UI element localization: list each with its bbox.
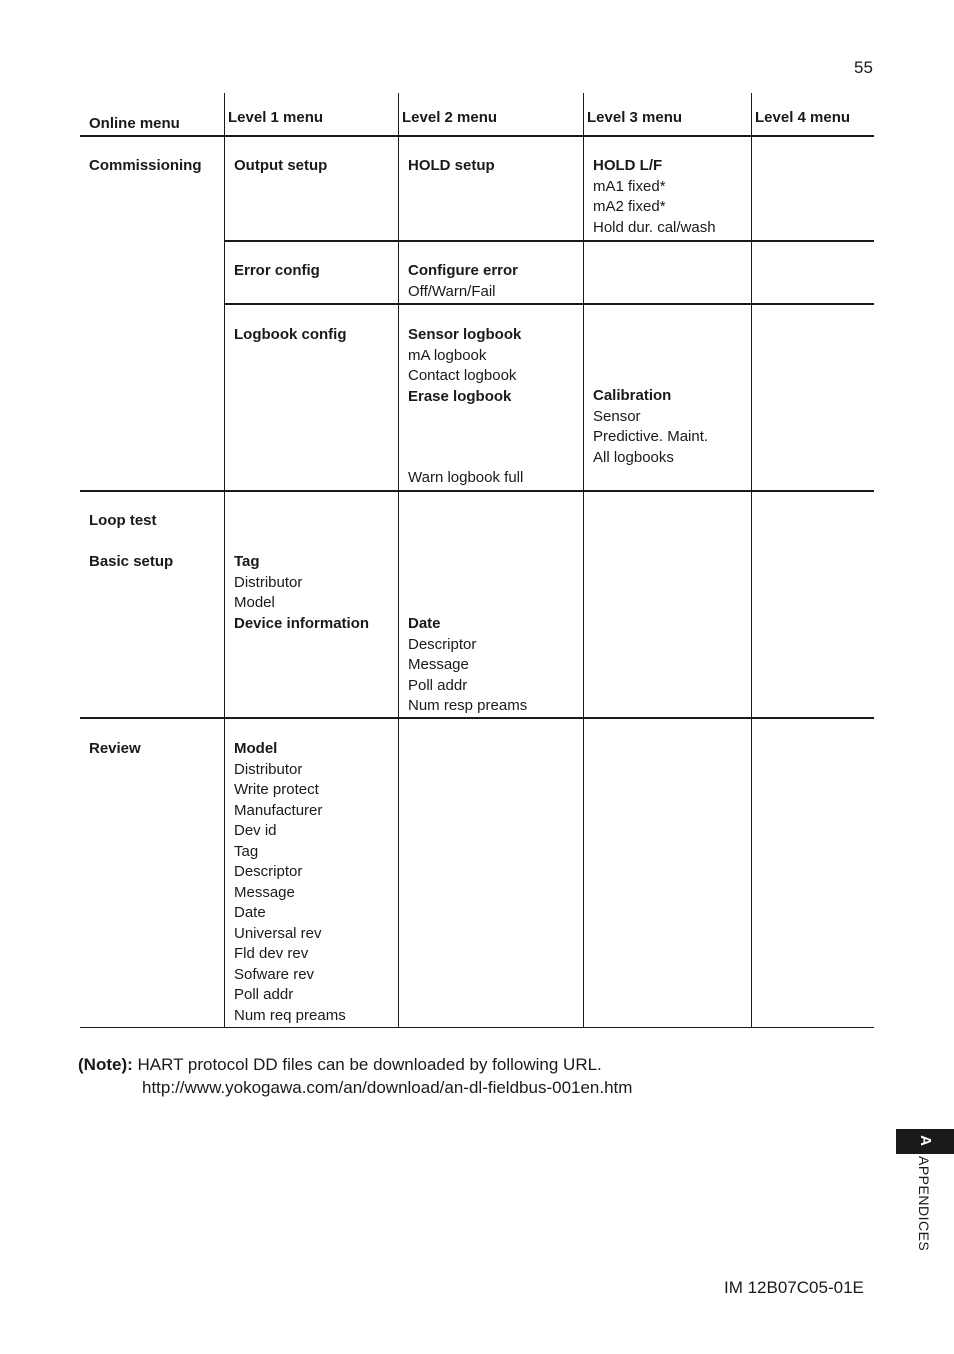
appendix-tab-letter: A [916, 1135, 934, 1146]
device-info-item: Poll addr [408, 676, 468, 694]
device-info-item: Message [408, 656, 469, 673]
review-item: Date [234, 904, 266, 921]
calibration-item: All logbooks [593, 448, 674, 466]
error-config-label: Error config [234, 262, 320, 279]
row-rule [224, 303, 874, 305]
tag-title: Tag [234, 553, 260, 570]
device-information-label: Device information [234, 614, 370, 632]
review-item: Dev id [234, 822, 277, 839]
row-rule [80, 717, 874, 719]
level2-hold-setup [408, 156, 495, 177]
note-label: (Note): [78, 1055, 133, 1074]
review-item: Descriptor [234, 863, 303, 880]
online-commissioning [89, 156, 202, 177]
review-item: Fld dev rev [234, 945, 309, 962]
calibration-item: Sensor [593, 407, 641, 425]
logbook-item: Contact logbook [408, 367, 517, 384]
online-review [89, 739, 141, 760]
level2-warn-logbook [408, 468, 523, 489]
output-setup-label: Output setup [234, 157, 328, 174]
review-item: Tag [234, 842, 259, 860]
level2-sensor-logbook [408, 325, 521, 407]
header-rule [80, 135, 874, 137]
row-rule [80, 490, 874, 492]
review-item: Message [234, 883, 295, 901]
level1-basic-setup [234, 552, 369, 634]
online-basic-setup [89, 552, 173, 573]
page-number: 55 [854, 58, 873, 77]
review-label: Review [89, 740, 141, 757]
warn-logbook-full: Warn logbook full [408, 469, 524, 486]
calibration-title: Calibration [593, 387, 672, 404]
calibration-item: Predictive. Maint. [593, 428, 709, 445]
configure-error-title: Configure error [408, 262, 519, 279]
review-item: Distributor [234, 760, 303, 778]
hold-lf-item: mA1 fixed* [593, 177, 666, 195]
header-online-menu: Online menu [89, 115, 180, 132]
header-level-2: Level 2 menu [402, 109, 498, 126]
document-id: IM 12B07C05-01E [724, 1278, 864, 1297]
level2-device-information [408, 614, 527, 717]
row-rule [224, 240, 874, 242]
date-title: Date [408, 615, 441, 632]
configure-error-value: Off/Warn/Fail [408, 282, 496, 300]
level2-configure-error [408, 261, 518, 302]
column-divider [398, 93, 399, 1028]
review-item: Poll addr [234, 986, 294, 1003]
basic-setup-label: Basic setup [89, 553, 174, 570]
review-model-title: Model [234, 740, 278, 757]
level3-hold-lf [593, 156, 716, 238]
column-divider [224, 93, 225, 1028]
loop-test-label: Loop test [89, 512, 157, 529]
erase-logbook-label: Erase logbook [408, 387, 512, 405]
note [78, 1053, 602, 1076]
download-url[interactable]: http://www.yokogawa.com/an/download/an-dl-fieldbus-001en.htm [142, 1078, 633, 1097]
review-item: Num req preams [234, 1006, 346, 1024]
hold-lf-item: Hold dur. cal/wash [593, 218, 716, 236]
review-item: Universal rev [234, 924, 322, 942]
header-level-3: Level 3 menu [587, 109, 683, 126]
header-level-4: Level 4 menu [755, 109, 851, 126]
level1-logbook-config [234, 325, 346, 346]
hold-lf-title: HOLD L/F [593, 157, 663, 174]
hold-lf-item: mA2 fixed* [593, 198, 666, 215]
column-divider [583, 93, 584, 1028]
level1-error-config [234, 261, 320, 282]
online-loop-test [89, 511, 157, 532]
level3-calibration [593, 386, 708, 468]
review-item: Manufacturer [234, 801, 323, 819]
commissioning-label: Commissioning [89, 157, 202, 174]
appendices-side-label: APPENDICES [916, 1156, 932, 1252]
level1-output-setup [234, 156, 327, 177]
note-text: HART protocol DD files can be downloaded by following URL. [137, 1055, 602, 1074]
sensor-logbook-title: Sensor logbook [408, 326, 522, 343]
header-level-1: Level 1 menu [228, 109, 324, 126]
logbook-item: mA logbook [408, 346, 487, 364]
basic-setup-item: Model [234, 594, 275, 611]
logbook-config-label: Logbook config [234, 326, 347, 343]
appendix-tab [896, 1129, 954, 1154]
review-item: Sofware rev [234, 965, 315, 983]
hold-setup-label: HOLD setup [408, 157, 495, 174]
level1-review [234, 739, 346, 1026]
table-bottom-rule [80, 1027, 874, 1028]
review-item: Write protect [234, 781, 319, 798]
device-info-item: Num resp preams [408, 697, 528, 714]
basic-setup-item: Distributor [234, 573, 303, 591]
column-divider [751, 93, 752, 1028]
device-info-item: Descriptor [408, 635, 477, 653]
